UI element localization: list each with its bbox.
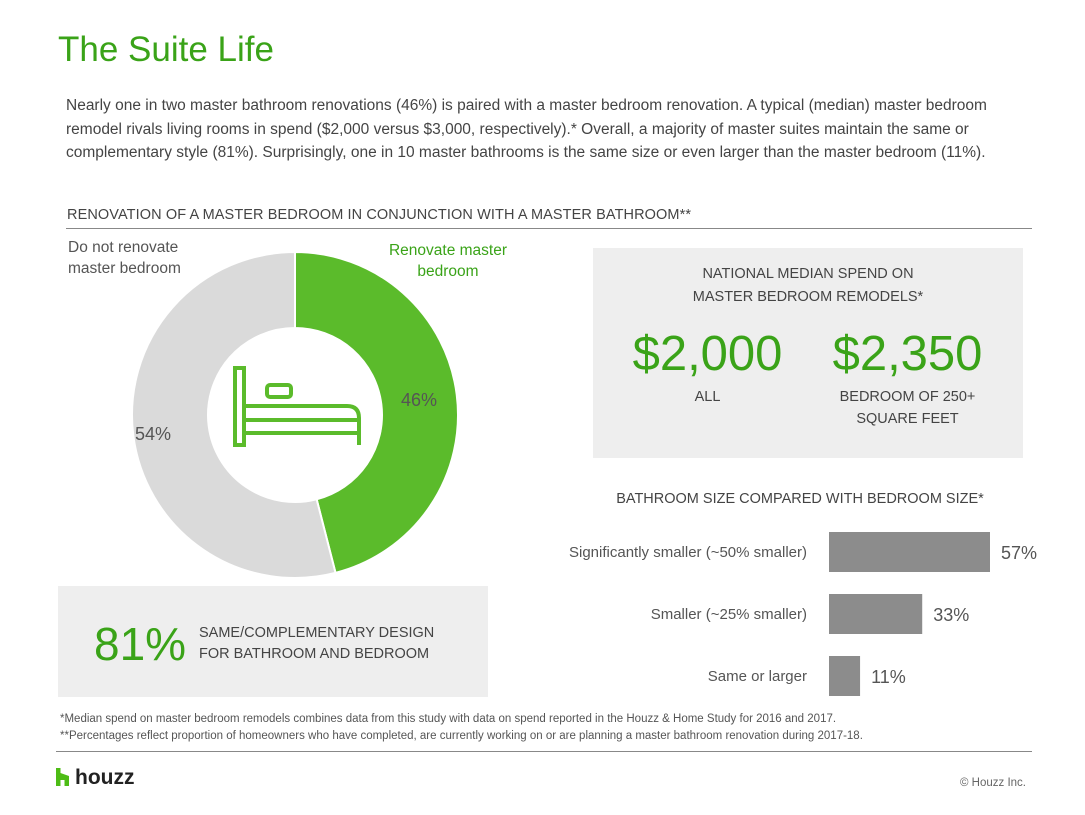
footer-divider [56, 751, 1032, 752]
page-title: The Suite Life [58, 30, 274, 69]
section-divider [66, 228, 1032, 229]
spend-bedroom-value: $2,350 [832, 327, 983, 381]
legend-renovate-line: bedroom [417, 263, 479, 280]
design-value: 81% [94, 618, 187, 670]
footnote: *Median spend on master bedroom remodels combines data from this study with data on spend reported in the Houzz & Home Study for 2016 and 2017. [60, 713, 837, 725]
intro-paragraph: Nearly one in two master bathroom renovations (46%) is paired with a master bedroom renovation. A typical (median) master bedroom remodel rivals living rooms in spend ($2,000 versus $3,000, respectively).* Overall, a majority of master suites maintain the same or complementary style (81%). Surprisingly, one in 10 master bathrooms is the same size or even larger than the master bedroom (11%). [66, 97, 987, 161]
design-label-line: SAME/COMPLEMENTARY DESIGN [199, 625, 435, 641]
bar-chart [520, 520, 1060, 700]
houzz-logo [56, 766, 134, 790]
bar-category-label: Smaller (~25% smaller) [650, 606, 807, 623]
bar-value-label: 57% [1001, 543, 1038, 563]
legend-not-renovate-line: master bedroom [68, 260, 181, 277]
spend-title [593, 263, 1023, 309]
bar [829, 656, 860, 696]
spend-all-label: ALL [694, 389, 721, 405]
design-label-line: FOR BATHROOM AND BEDROOM [199, 646, 430, 662]
spend-bedroom-label-line: SQUARE FEET [856, 411, 959, 427]
spend-all-value: $2,000 [632, 327, 783, 381]
spend-bedroom-label [810, 386, 1005, 430]
footnote: **Percentages reflect proportion of homeowners who have completed, are currently working on or are planning a master bathroom renovation during 2017-18. [60, 730, 863, 742]
donut-label-renovate: 46% [401, 390, 438, 410]
donut-label-not-renovate: 54% [135, 424, 172, 444]
bar-value-label: 33% [933, 605, 970, 625]
bar-category-label: Significantly smaller (~50% smaller) [569, 544, 807, 561]
bar [829, 532, 990, 572]
legend-renovate-line: Renovate master [388, 242, 508, 259]
spend-bedroom-label-line: BEDROOM OF 250+ [839, 389, 976, 405]
donut-chart [130, 250, 460, 580]
spend-title-line: NATIONAL MEDIAN SPEND ON [702, 266, 914, 282]
bar-category-label: Same or larger [707, 668, 807, 685]
houzz-mark-icon [56, 768, 69, 786]
design-label [199, 623, 434, 665]
spend-title-line: MASTER BEDROOM REMODELS* [692, 289, 924, 305]
bar [829, 594, 922, 634]
bar-value-label: 11% [871, 667, 906, 687]
legend-not-renovate-line: Do not renovate [68, 239, 179, 256]
brand-name: houzz [75, 766, 135, 789]
donut-chart-title: RENOVATION OF A MASTER BEDROOM IN CONJUNCTION WITH A MASTER BATHROOM** [67, 207, 692, 223]
copyright: © Houzz Inc. [960, 777, 1026, 789]
bed-icon [235, 368, 359, 445]
bar-chart-title: BATHROOM SIZE COMPARED WITH BEDROOM SIZE* [616, 491, 984, 507]
